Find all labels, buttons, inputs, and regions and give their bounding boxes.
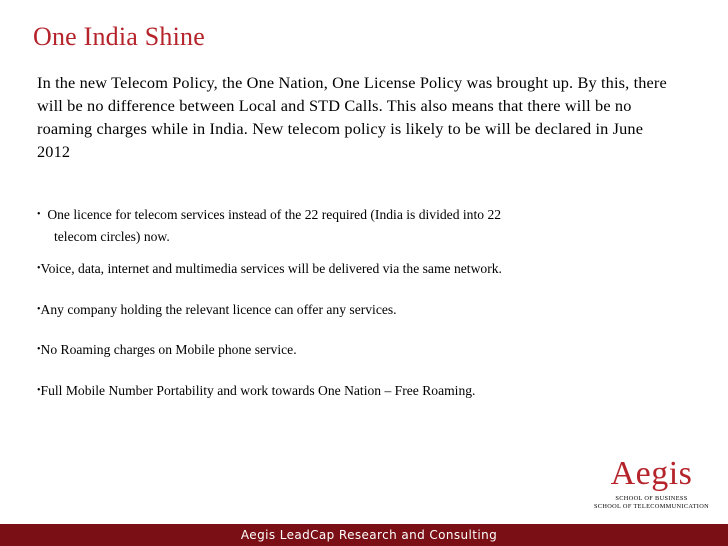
aegis-logo [584,457,719,511]
logo-subtitle-telecom: SCHOOL OF TELECOMMUNICATION [593,503,710,510]
bullet-marker: • [37,303,41,315]
bullet-item [37,259,697,281]
bullet-text-line2: telecom circles) now. [54,228,170,244]
bullet-item [37,205,697,246]
bullet-text: Any company holding the relevant licence can offer any services. [40,301,397,317]
intro-paragraph: In the new Telecom Policy, the One Nation, One License Policy was brought up. By this, there will be no difference between Local and STD Calls. This also means that there will be no roaming charges while in India. New telecom policy is likely to be will be declared in June 2012 [37,73,667,161]
slide-title: One India Shine [33,22,205,51]
bullet-marker: • [37,263,41,274]
bullet-marker: • [37,209,41,220]
bullet-marker: • [37,384,41,396]
bullet-item [37,381,697,403]
bullet-text: No Roaming charges on Mobile phone service. [40,342,297,357]
logo-subtitle-business: SCHOOL OF BUSINESS [615,495,688,502]
bullet-text-line1: One licence for telecom services instead of the 22 required (India is divided into 22 [47,207,502,222]
bullet-text: Full Mobile Number Portability and work towards One Nation – Free Roaming. [40,382,476,398]
bullet-marker: • [37,344,41,355]
bullet-text: Voice, data, internet and multimedia services will be delivered via the same network. [40,261,502,276]
bullet-list [37,205,697,402]
logo-name: Aegis [610,455,693,492]
footer-text: Aegis LeadCap Research and Consulting [240,528,498,542]
footer-bar [0,524,728,546]
bullet-item [37,300,697,322]
bullet-item [37,340,697,362]
